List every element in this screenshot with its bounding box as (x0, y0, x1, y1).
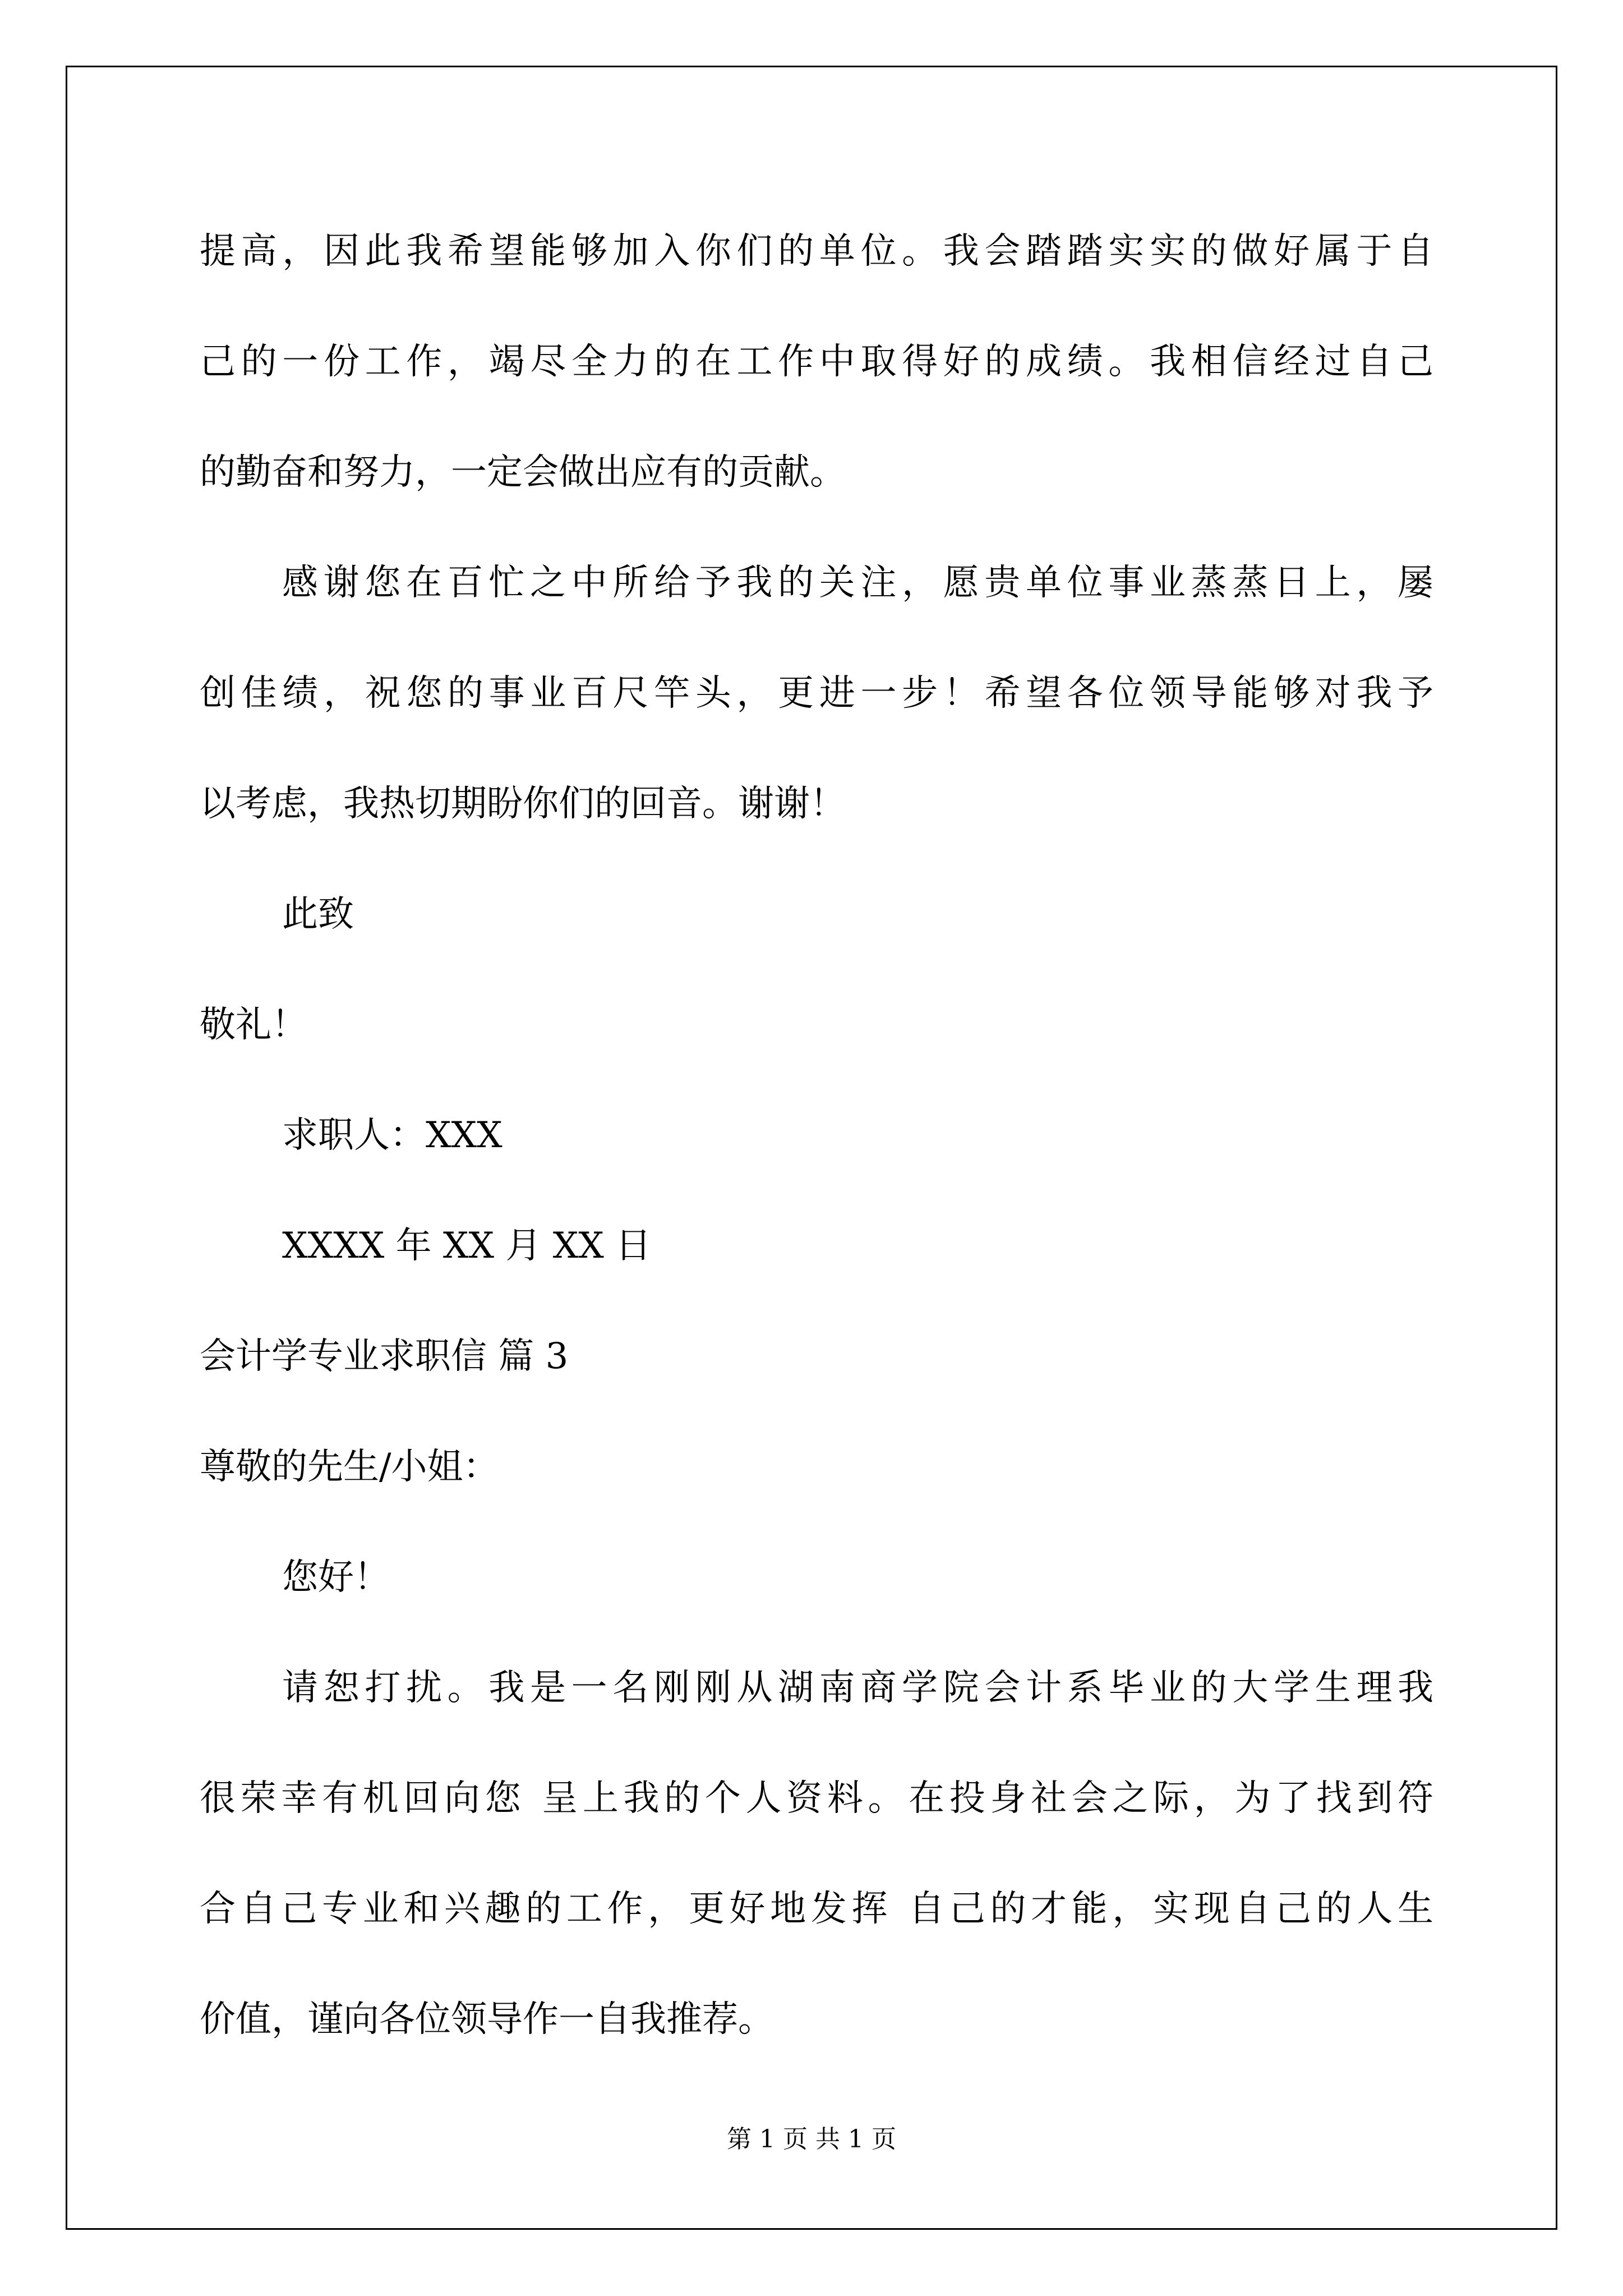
body-line-1: 提高，因此我希望能够加入你们的单位。我会踏踏实实的做好属于自 (200, 231, 1433, 272)
body-line-7: 请恕打扰。我是一名刚刚从湖南商学院会计系毕业的大学生理我 (282, 1667, 1433, 1709)
body-line-9: 合自己专业和兴趣的工作，更好地发挥 自己的才能，实现自己的人生 (200, 1888, 1433, 1930)
greeting-hello: 您好！ (282, 1557, 390, 1598)
applicant-signature: 求职人：XXX (282, 1115, 502, 1156)
body-line-4: 感谢您在百忙之中所给予我的关注，愿贵单位事业蒸蒸日上，屡 (282, 562, 1433, 604)
greeting-line: 尊敬的先生/小姐： (200, 1446, 499, 1488)
body-line-2: 己的一份工作，竭尽全力的在工作中取得好的成绩。我相信经过自己 (200, 341, 1433, 383)
page-footer: 第 1 页 共 1 页 (727, 2125, 896, 2154)
body-line-3: 的勤奋和努力，一定会做出应有的贡献。 (200, 452, 846, 493)
body-line-5: 创佳绩，祝您的事业百尺竿头，更进一步！希望各位领导能够对我予 (200, 673, 1433, 714)
body-line-10: 价值，谨向各位领导作一自我推荐。 (200, 1999, 774, 2040)
body-line-6: 以考虑，我热切期盼你们的回音。谢谢！ (200, 783, 846, 825)
section-heading: 会计学专业求职信 篇 3 (200, 1336, 569, 1377)
closing-regards: 敬礼！ (200, 1004, 307, 1046)
closing-salutation: 此致 (282, 894, 354, 935)
body-line-8: 很荣幸有机回向您 呈上我的个人资料。在投身社会之际，为了找到符 (200, 1778, 1433, 1819)
letter-date: XXXX 年 XX 月 XX 日 (282, 1225, 652, 1267)
